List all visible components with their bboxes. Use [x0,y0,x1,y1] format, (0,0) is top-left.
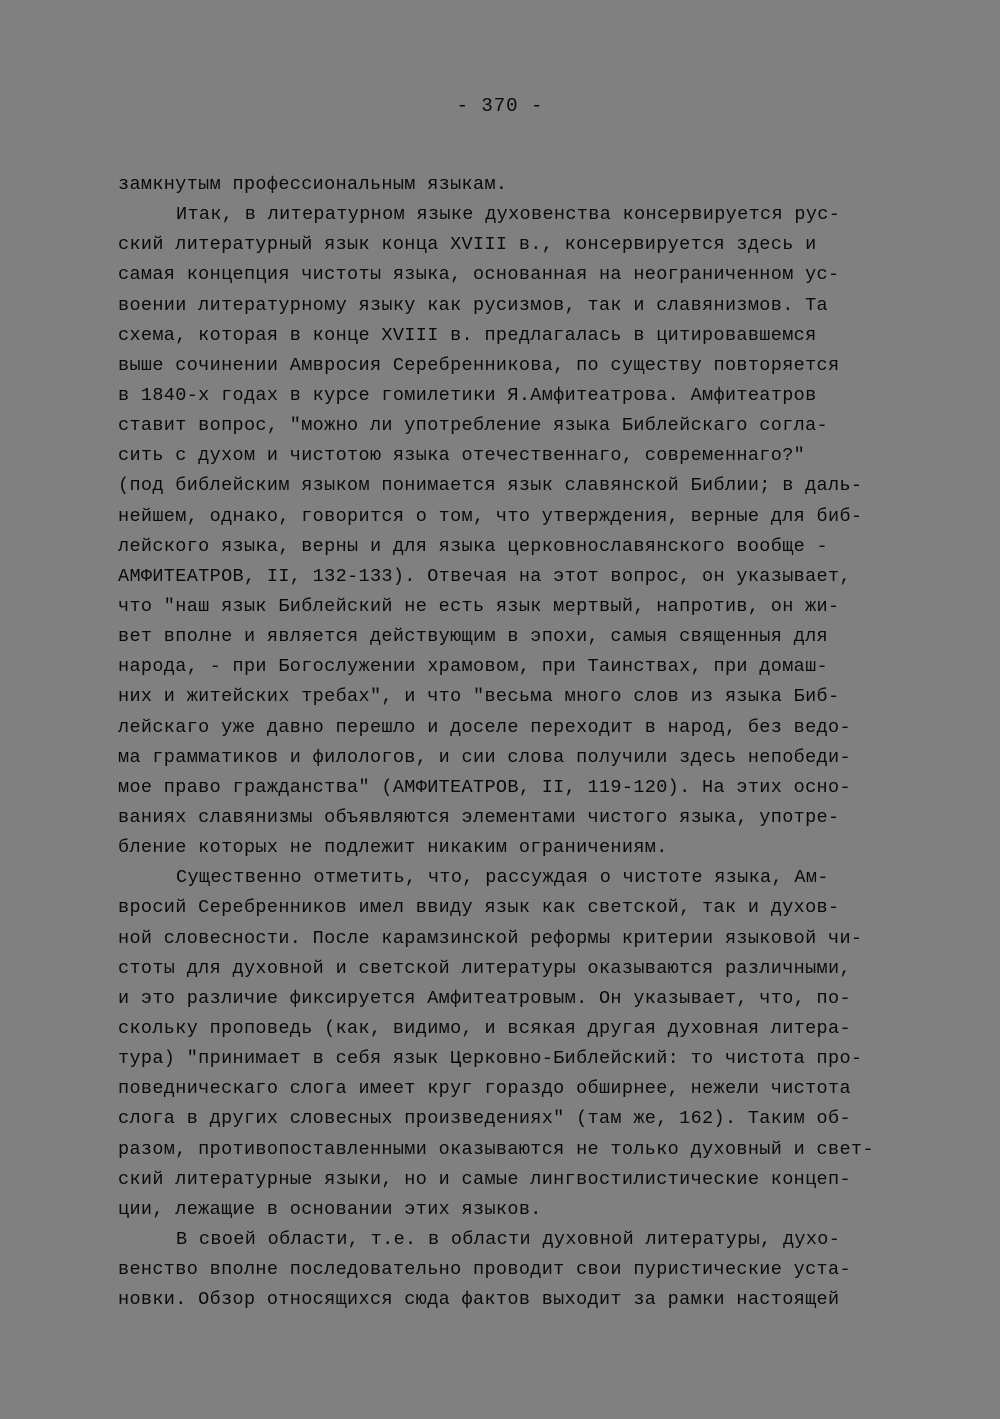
text-line: народа, - при Богослужении храмовом, при Таинствах, при домаш- [118,656,829,678]
text-line: стоты для духовной и светской литературы оказываются различными, [118,957,851,979]
text-line: АМФИТЕАТРОВ, II, 132-133). Отвечая на этот вопрос, он указывает, [118,565,851,587]
text-line: замкнутым профессиональным языкам. [118,174,508,195]
text-line: слога в других словесных произведениях" (там же, 162). Таким об- [118,1108,851,1130]
text-line: ский литературный язык конца XVIII в., консервируется здесь и [118,234,817,256]
text-line: Итак, в литературном языке духовенства консервируется рус- [176,204,841,226]
text-line: и это различие фиксируется Амфитеатровым. Он указывает, что, по- [118,987,851,1009]
text-line: нейшем, однако, говорится о том, что утверждения, верные для биб- [118,505,863,527]
text-line: тура) "принимает в себя язык Церковно-Библейский: то чистота про- [118,1048,863,1070]
page-number: - 370 - [456,95,544,117]
text-line: ма грамматиков и филологов, и сии слова получили здесь непобеди- [118,746,851,768]
text-line: В своей области, т.е. в области духовной литературы, духо- [176,1228,841,1250]
text-line: ваниях славянизмы объявляются элементами чистого языка, употре- [118,806,840,828]
text-line: разом, противопоставленными оказываются не только духовный и свет- [118,1138,874,1160]
body-text [118,170,918,1315]
text-line: ции, лежащие в основании этих языков. [118,1198,542,1220]
text-line: сить с духом и чистотою языка отечественнаго, современнаго?" [118,445,806,467]
text-line: вет вполне и является действующим в эпохи, самыя священныя для [118,626,829,648]
text-line: венство вполне последовательно проводит свои пуристические уста- [118,1259,851,1281]
text-line: них и житейских требах", и что "весьма много слов из языка Биб- [118,686,840,708]
text-line: самая концепция чистоты языка, основанная на неограниченном ус- [118,264,840,286]
text-line: что "наш язык Библейский не есть язык мертвый, напротив, он жи- [118,595,840,617]
text-line: выше сочинении Амвросия Серебренникова, по существу повторяется [118,354,840,376]
text-line: Существенно отметить, что, рассуждая о чистоте языка, Ам- [176,867,829,889]
text-line: воении литературному языку как русизмов, так и славянизмов. Та [118,294,829,316]
text-line: ставит вопрос, "можно ли употребление языка Библейскаго согла- [118,415,829,437]
text-line: (под библейским языком понимается язык славянской Библии; в даль- [118,475,863,497]
text-line: ский литературные языки, но и самые лингвостилистические концеп- [118,1168,851,1190]
text-line: новки. Обзор относящихся сюда фактов выходит за рамки настоящей [118,1289,840,1311]
text-line: скольку проповедь (как, видимо, и всякая другая духовная литера- [118,1017,851,1039]
text-line: ной словесности. После карамзинской реформы критерии языковой чи- [118,927,863,949]
text-line: вросий Серебренников имел ввиду язык как светской, так и духов- [118,897,840,919]
text-line: мое право гражданства" (АМФИТЕАТРОВ, II, 119-120). На этих осно- [118,776,851,798]
text-line: в 1840-х годах в курсе гомилетики Я.Амфитеатрова. Амфитеатров [118,384,817,406]
text-line: бление которых не подлежит никаким ограничениям. [118,837,668,859]
text-line: лейского языка, верны и для языка церковнославянского вообще - [118,535,829,557]
text-line: лейскаго уже давно перешло и доселе переходит в народ, без ведо- [118,716,851,738]
text-line: поведническаго слога имеет круг гораздо обширнее, нежели чистота [118,1078,851,1100]
text-line: схема, которая в конце XVIII в. предлагалась в цитировавшемся [118,324,817,346]
